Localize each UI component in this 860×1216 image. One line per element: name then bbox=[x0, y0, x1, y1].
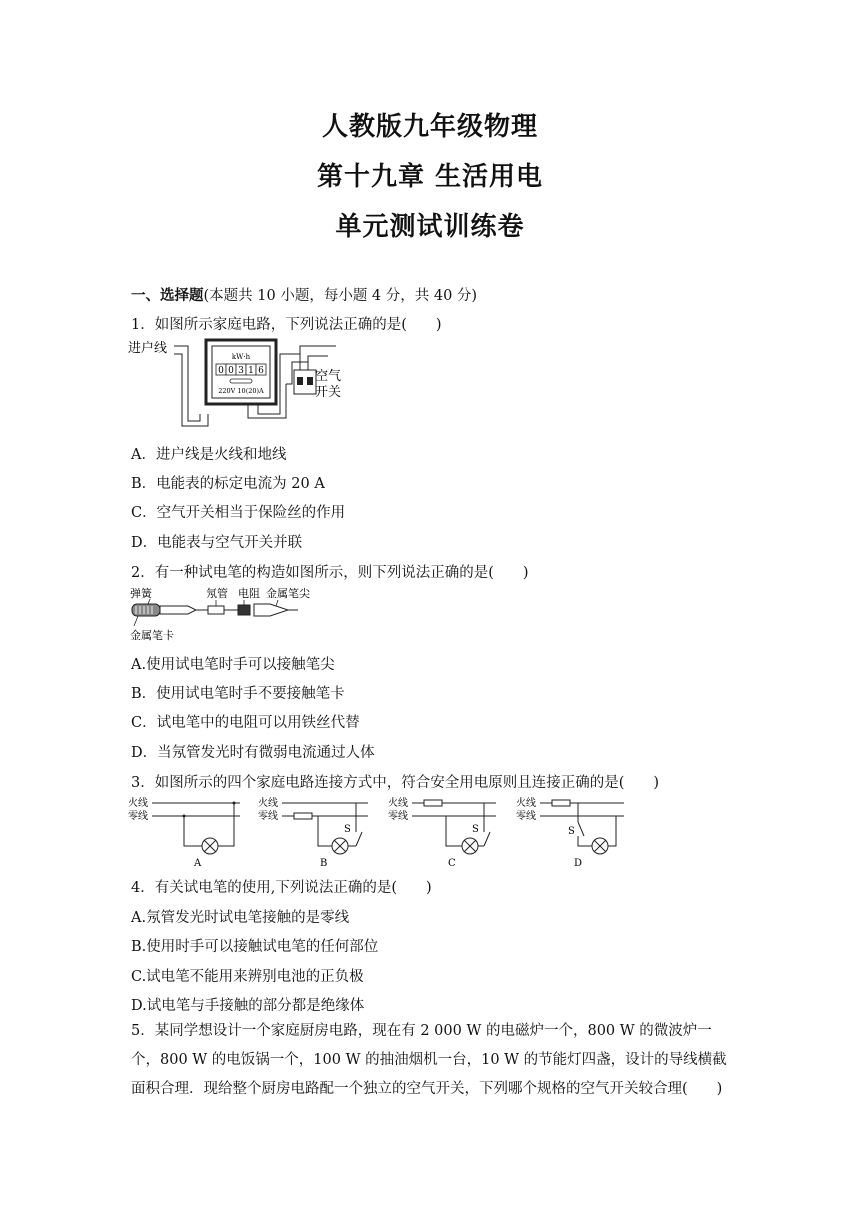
document-title: 人教版九年级物理 bbox=[321, 112, 538, 142]
q3-circuit-c bbox=[388, 796, 496, 869]
q3-live-label: 火线 bbox=[516, 798, 536, 809]
q3-label-b: B bbox=[320, 858, 328, 869]
test-title: 单元测试训练卷 bbox=[335, 212, 525, 242]
q4-option-a: A.氖管发光时试电笔接触的是零线 bbox=[131, 910, 350, 926]
section-heading bbox=[131, 284, 477, 305]
q3-neutral-label: 零线 bbox=[388, 811, 408, 822]
q4-option-c: C.试电笔不能用来辨别电池的正负极 bbox=[131, 969, 364, 985]
q1-meter-unit: kW·h bbox=[231, 353, 251, 361]
q2-resistor-label: 电阻 bbox=[238, 587, 260, 600]
q2-resistor-icon bbox=[238, 605, 250, 615]
q1-option-b: B．电能表的标定电流为 20 A bbox=[131, 476, 325, 492]
q3-label-d: D bbox=[574, 858, 583, 869]
q1-digit: 0 bbox=[228, 366, 234, 376]
q3-live-label: 火线 bbox=[388, 798, 408, 809]
q1-meter-rating: 220V 10(20)A bbox=[218, 387, 264, 395]
q1-incoming-line-label: 进户线 bbox=[128, 341, 168, 356]
q1-meter-figure bbox=[128, 336, 342, 434]
q3-switch-icon bbox=[484, 832, 490, 846]
q3-switch-label: S bbox=[344, 824, 351, 835]
q1-option-a: A．进户线是火线和地线 bbox=[131, 447, 287, 463]
q4-option-d: D.试电笔与手接触的部分都是绝缘体 bbox=[131, 998, 365, 1014]
q2-clip-label: 金属笔卡 bbox=[130, 629, 174, 642]
q2-spring-label: 弹簧 bbox=[130, 587, 152, 600]
q3-neutral-label: 零线 bbox=[128, 811, 148, 822]
q2-option-b: B．使用试电笔时手不要接触笔卡 bbox=[131, 686, 345, 702]
q3-fuse-icon bbox=[424, 800, 442, 806]
q1-meter-digits bbox=[216, 364, 266, 376]
q3-live-label: 火线 bbox=[128, 798, 148, 809]
chapter-title: 第十九章 生活用电 bbox=[316, 162, 544, 192]
q3-circuit-b bbox=[258, 796, 368, 869]
question-1-stem: 1．如图所示家庭电路，下列说法正确的是( ) bbox=[131, 317, 442, 333]
q2-tip-label: 金属笔尖 bbox=[266, 587, 310, 600]
q3-circuit-d bbox=[516, 796, 624, 869]
q2-option-a: A.使用试电笔时手可以接触笔尖 bbox=[131, 657, 335, 673]
q1-digit: 3 bbox=[238, 366, 244, 376]
q1-digit: 0 bbox=[218, 366, 224, 376]
q1-option-d: D．电能表与空气开关并联 bbox=[131, 535, 303, 551]
q1-meter-disc-icon bbox=[230, 379, 252, 383]
q2-neon-tube-icon bbox=[208, 606, 224, 614]
q2-option-d: D．当氖管发光时有微弱电流通过人体 bbox=[131, 745, 375, 761]
question-5-stem: 5．某同学想设计一个家庭厨房电路，现在有 2 000 W 的电磁炉一个，800 W 的微波炉一个，800 W 的电饭锅一个，100 W 的抽油烟机一台，10 W 的节能灯四盏，设计的导线横截面积合理．现给整个厨房电路配一个独立的空气开关，下列哪个规格的空气开关较合理( ) bbox=[131, 1023, 727, 1097]
section-label: 一、选择题 bbox=[131, 287, 204, 304]
q1-digit: 1 bbox=[248, 366, 254, 376]
q3-fuse-icon bbox=[294, 813, 312, 819]
question-4-stem: 4．有关试电笔的使用,下列说法正确的是( ) bbox=[131, 880, 432, 896]
question-2-stem: 2．有一种试电笔的构造如图所示，则下列说法正确的是( ) bbox=[131, 565, 529, 581]
q3-label-a: A bbox=[194, 858, 202, 869]
q1-option-c: C．空气开关相当于保险丝的作用 bbox=[131, 505, 346, 521]
q2-test-pen-figure bbox=[128, 584, 338, 644]
q3-circuits-figure bbox=[128, 796, 628, 872]
q3-neutral-label: 零线 bbox=[258, 811, 278, 822]
q3-switch-icon bbox=[578, 822, 584, 836]
q3-fuse-icon bbox=[552, 800, 570, 806]
q3-neutral-label: 零线 bbox=[516, 811, 536, 822]
q3-switch-label: S bbox=[568, 826, 575, 837]
q3-live-label: 火线 bbox=[258, 798, 278, 809]
q4-option-b: B.使用时手可以接触试电笔的任何部位 bbox=[131, 939, 379, 955]
q1-digit: 6 bbox=[258, 366, 264, 376]
q2-neon-label: 氖管 bbox=[206, 587, 228, 600]
q3-label-c: C bbox=[448, 858, 456, 869]
section-note: (本题共 10 小题，每小题 4 分，共 40 分) bbox=[203, 288, 478, 304]
question-3-stem: 3．如图所示的四个家庭电路连接方式中，符合安全用电原则且连接正确的是( ) bbox=[131, 775, 660, 791]
q3-circuit-a bbox=[128, 796, 240, 869]
q1-air-label-1: 空气 bbox=[315, 369, 342, 384]
q1-air-label-2: 开关 bbox=[315, 385, 342, 400]
q3-switch-label: S bbox=[472, 824, 479, 835]
q2-tip-icon bbox=[254, 604, 288, 616]
q3-switch-icon bbox=[356, 832, 362, 846]
q2-option-c: C．试电笔中的电阻可以用铁丝代替 bbox=[131, 715, 360, 731]
